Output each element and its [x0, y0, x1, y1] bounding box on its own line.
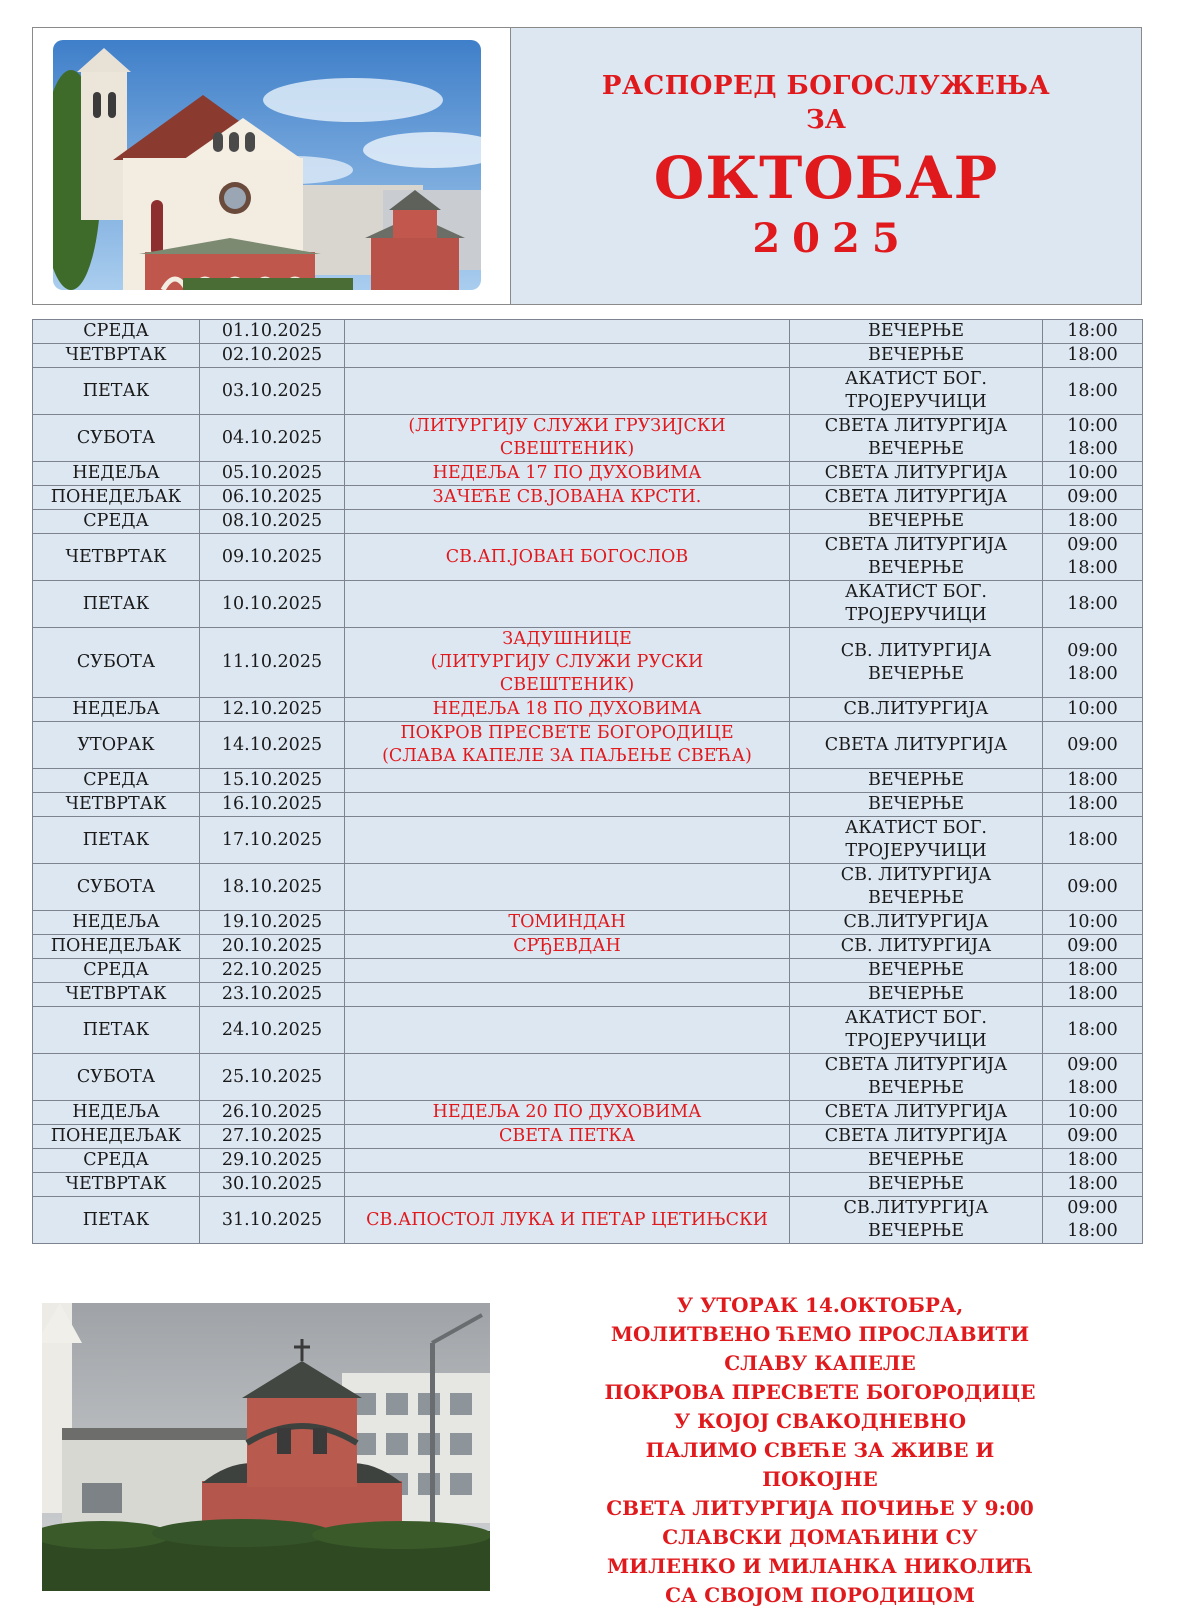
- day-cell: ЧЕТВРТАК: [33, 1173, 200, 1197]
- schedule-table: [32, 319, 1143, 1244]
- date-cell: 10.10.2025: [200, 581, 345, 628]
- feast-cell: [345, 817, 790, 864]
- time-cell: 09:00 18:00: [1043, 534, 1143, 581]
- service-cell: СВЕТА ЛИТУРГИЈА: [790, 722, 1043, 769]
- day-cell: НЕДЕЉА: [33, 698, 200, 722]
- feast-cell: ЗАДУШНИЦЕ (ЛИТУРГИЈУ СЛУЖИ РУСКИ СВЕШТЕНИК): [345, 628, 790, 698]
- date-cell: 02.10.2025: [200, 344, 345, 368]
- church-photo-icon: [53, 40, 481, 290]
- day-cell: ЧЕТВРТАК: [33, 534, 200, 581]
- service-cell: СВЕТА ЛИТУРГИЈА: [790, 1101, 1043, 1125]
- schedule-row: [33, 1054, 1143, 1101]
- date-cell: 26.10.2025: [200, 1101, 345, 1125]
- feast-cell: [345, 344, 790, 368]
- service-cell: СВ. ЛИТУРГИЈА ВЕЧЕРЊЕ: [790, 628, 1043, 698]
- schedule-row: [33, 1101, 1143, 1125]
- title-month: ОКТОБАР: [653, 144, 999, 212]
- schedule-row: [33, 1007, 1143, 1054]
- feast-cell: [345, 320, 790, 344]
- feast-cell: [345, 793, 790, 817]
- date-cell: 22.10.2025: [200, 959, 345, 983]
- service-cell: СВЕТА ЛИТУРГИЈА ВЕЧЕРЊЕ: [790, 1054, 1043, 1101]
- notice-line: СЛАВУ КАПЕЛЕ: [724, 1351, 916, 1375]
- service-cell: ВЕЧЕРЊЕ: [790, 1173, 1043, 1197]
- date-cell: 06.10.2025: [200, 486, 345, 510]
- date-cell: 11.10.2025: [200, 628, 345, 698]
- time-cell: 18:00: [1043, 1149, 1143, 1173]
- chapel-photo-icon: [42, 1303, 490, 1591]
- day-cell: ПЕТАК: [33, 1197, 200, 1244]
- feast-cell: ПОКРОВ ПРЕСВЕТЕ БОГОРОДИЦЕ (СЛАВА КАПЕЛЕ ЗА ПАЉЕЊЕ СВЕЋА): [345, 722, 790, 769]
- feast-cell: НЕДЕЉА 18 ПО ДУХОВИМА: [345, 698, 790, 722]
- date-cell: 17.10.2025: [200, 817, 345, 864]
- time-cell: 09:00: [1043, 722, 1143, 769]
- service-cell: ВЕЧЕРЊЕ: [790, 959, 1043, 983]
- notice-line: СА СВОЈОМ ПОРОДИЦОМ: [665, 1583, 975, 1607]
- time-cell: 18:00: [1043, 959, 1143, 983]
- date-cell: 25.10.2025: [200, 1054, 345, 1101]
- service-cell: ВЕЧЕРЊЕ: [790, 510, 1043, 534]
- schedule-row: [33, 415, 1143, 462]
- feast-cell: НЕДЕЉА 20 ПО ДУХОВИМА: [345, 1101, 790, 1125]
- schedule-row: [33, 817, 1143, 864]
- schedule-body: [33, 320, 1143, 1244]
- time-cell: 09:00 18:00: [1043, 1197, 1143, 1244]
- feast-cell: [345, 959, 790, 983]
- day-cell: НЕДЕЉА: [33, 911, 200, 935]
- schedule-row: [33, 722, 1143, 769]
- day-cell: НЕДЕЉА: [33, 1101, 200, 1125]
- date-cell: 14.10.2025: [200, 722, 345, 769]
- time-cell: 10:00: [1043, 462, 1143, 486]
- time-cell: 10:00: [1043, 1101, 1143, 1125]
- feast-cell: СВЕТА ПЕТКА: [345, 1125, 790, 1149]
- day-cell: ЧЕТВРТАК: [33, 793, 200, 817]
- service-cell: АКАТИСТ БОГ. ТРОЈЕРУЧИЦИ: [790, 368, 1043, 415]
- feast-cell: [345, 1173, 790, 1197]
- service-cell: ВЕЧЕРЊЕ: [790, 793, 1043, 817]
- time-cell: 10:00 18:00: [1043, 415, 1143, 462]
- time-cell: 18:00: [1043, 344, 1143, 368]
- time-cell: 09:00: [1043, 864, 1143, 911]
- schedule-row: [33, 769, 1143, 793]
- day-cell: ЧЕТВРТАК: [33, 344, 200, 368]
- time-cell: 18:00: [1043, 368, 1143, 415]
- feast-cell: СВ.АП.ЈОВАН БОГОСЛОВ: [345, 534, 790, 581]
- service-cell: АКАТИСТ БОГ. ТРОЈЕРУЧИЦИ: [790, 817, 1043, 864]
- notice-line: У УТОРАК 14.ОКТОБРА,: [676, 1293, 964, 1317]
- day-cell: УТОРАК: [33, 722, 200, 769]
- schedule-row: [33, 462, 1143, 486]
- day-cell: СУБОТА: [33, 864, 200, 911]
- schedule-row: [33, 534, 1143, 581]
- day-cell: ПЕТАК: [33, 1007, 200, 1054]
- day-cell: НЕДЕЉА: [33, 462, 200, 486]
- schedule-row: [33, 698, 1143, 722]
- date-cell: 19.10.2025: [200, 911, 345, 935]
- schedule-row: [33, 320, 1143, 344]
- date-cell: 01.10.2025: [200, 320, 345, 344]
- time-cell: 18:00: [1043, 983, 1143, 1007]
- feast-cell: НЕДЕЉА 17 ПО ДУХОВИМА: [345, 462, 790, 486]
- day-cell: ПЕТАК: [33, 817, 200, 864]
- feast-cell: [345, 983, 790, 1007]
- time-cell: 18:00: [1043, 581, 1143, 628]
- chapel-photo: [42, 1303, 490, 1591]
- day-cell: СУБОТА: [33, 628, 200, 698]
- schedule-row: [33, 510, 1143, 534]
- date-cell: 12.10.2025: [200, 698, 345, 722]
- header-photo-cell: [33, 28, 511, 304]
- feast-cell: ТОМИНДАН: [345, 911, 790, 935]
- service-cell: СВЕТА ЛИТУРГИЈА ВЕЧЕРЊЕ: [790, 415, 1043, 462]
- schedule-row: [33, 793, 1143, 817]
- time-cell: 09:00 18:00: [1043, 628, 1143, 698]
- date-cell: 03.10.2025: [200, 368, 345, 415]
- schedule-row: [33, 1149, 1143, 1173]
- time-cell: 10:00: [1043, 698, 1143, 722]
- feast-cell: [345, 1007, 790, 1054]
- day-cell: СРЕДА: [33, 510, 200, 534]
- service-cell: СВ.ЛИТУРГИЈА: [790, 698, 1043, 722]
- service-cell: СВЕТА ЛИТУРГИЈА ВЕЧЕРЊЕ: [790, 534, 1043, 581]
- feast-cell: [345, 581, 790, 628]
- notice-line: У КОЈОЈ СВАКОДНЕВНО: [674, 1409, 966, 1433]
- title-line1: РАСПОРЕД БОГОСЛУЖЕЊА: [601, 71, 1051, 101]
- day-cell: ПОНЕДЕЉАК: [33, 486, 200, 510]
- day-cell: СРЕДА: [33, 959, 200, 983]
- time-cell: 18:00: [1043, 793, 1143, 817]
- day-cell: СРЕДА: [33, 1149, 200, 1173]
- date-cell: 23.10.2025: [200, 983, 345, 1007]
- service-cell: АКАТИСТ БОГ. ТРОЈЕРУЧИЦИ: [790, 581, 1043, 628]
- day-cell: ЧЕТВРТАК: [33, 983, 200, 1007]
- notice-line: МИЛЕНКО И МИЛАНКА НИКОЛИЋ: [607, 1554, 1033, 1578]
- service-cell: СВ. ЛИТУРГИЈА ВЕЧЕРЊЕ: [790, 864, 1043, 911]
- slava-notice: [600, 1291, 1040, 1610]
- notice-line: ПОКРОВА ПРЕСВЕТЕ БОГОРОДИЦЕ: [604, 1380, 1036, 1404]
- day-cell: СУБОТА: [33, 415, 200, 462]
- time-cell: 09:00: [1043, 935, 1143, 959]
- feast-cell: [345, 368, 790, 415]
- notice-line: СЛАВСКИ ДОМАЋИНИ СУ: [662, 1525, 978, 1549]
- service-cell: ВЕЧЕРЊЕ: [790, 769, 1043, 793]
- day-cell: ПОНЕДЕЉАК: [33, 935, 200, 959]
- date-cell: 31.10.2025: [200, 1197, 345, 1244]
- service-cell: ВЕЧЕРЊЕ: [790, 320, 1043, 344]
- feast-cell: [345, 1054, 790, 1101]
- day-cell: ПОНЕДЕЉАК: [33, 1125, 200, 1149]
- time-cell: 18:00: [1043, 510, 1143, 534]
- feast-cell: [345, 769, 790, 793]
- service-cell: ВЕЧЕРЊЕ: [790, 1149, 1043, 1173]
- service-cell: СВ. ЛИТУРГИЈА: [790, 935, 1043, 959]
- time-cell: 09:00 18:00: [1043, 1054, 1143, 1101]
- time-cell: 18:00: [1043, 769, 1143, 793]
- date-cell: 09.10.2025: [200, 534, 345, 581]
- service-cell: СВ.ЛИТУРГИЈА ВЕЧЕРЊЕ: [790, 1197, 1043, 1244]
- service-cell: СВЕТА ЛИТУРГИЈА: [790, 486, 1043, 510]
- service-cell: АКАТИСТ БОГ. ТРОЈЕРУЧИЦИ: [790, 1007, 1043, 1054]
- schedule-row: [33, 935, 1143, 959]
- service-cell: СВЕТА ЛИТУРГИЈА: [790, 1125, 1043, 1149]
- date-cell: 30.10.2025: [200, 1173, 345, 1197]
- schedule-row: [33, 864, 1143, 911]
- feast-cell: [345, 864, 790, 911]
- church-photo: [53, 40, 481, 290]
- feast-cell: [345, 1149, 790, 1173]
- time-cell: 18:00: [1043, 817, 1143, 864]
- schedule-row: [33, 911, 1143, 935]
- title-line2: ЗА: [806, 105, 846, 135]
- date-cell: 08.10.2025: [200, 510, 345, 534]
- schedule-row: [33, 959, 1143, 983]
- notice-line: ПАЛИМО СВЕЋЕ ЗА ЖИВЕ И ПОКОЈНЕ: [645, 1438, 995, 1491]
- schedule-row: [33, 486, 1143, 510]
- day-cell: ПЕТАК: [33, 581, 200, 628]
- feast-cell: ЗАЧЕЋЕ СВ.ЈОВАНА КРСТИ.: [345, 486, 790, 510]
- date-cell: 16.10.2025: [200, 793, 345, 817]
- date-cell: 04.10.2025: [200, 415, 345, 462]
- schedule-row: [33, 628, 1143, 698]
- time-cell: 18:00: [1043, 320, 1143, 344]
- date-cell: 15.10.2025: [200, 769, 345, 793]
- feast-cell: СРЂЕВДАН: [345, 935, 790, 959]
- feast-cell: [345, 510, 790, 534]
- notice-line: СВЕТА ЛИТУРГИЈА ПОЧИЊЕ У 9:00: [606, 1496, 1034, 1520]
- schedule-row: [33, 1173, 1143, 1197]
- date-cell: 20.10.2025: [200, 935, 345, 959]
- date-cell: 24.10.2025: [200, 1007, 345, 1054]
- service-cell: СВ.ЛИТУРГИЈА: [790, 911, 1043, 935]
- date-cell: 18.10.2025: [200, 864, 345, 911]
- schedule-row: [33, 581, 1143, 628]
- date-cell: 29.10.2025: [200, 1149, 345, 1173]
- header-title: [511, 28, 1141, 304]
- time-cell: 18:00: [1043, 1007, 1143, 1054]
- schedule-row: [33, 983, 1143, 1007]
- service-cell: СВЕТА ЛИТУРГИЈА: [790, 462, 1043, 486]
- time-cell: 10:00: [1043, 911, 1143, 935]
- day-cell: СРЕДА: [33, 320, 200, 344]
- schedule-row: [33, 1197, 1143, 1244]
- date-cell: 05.10.2025: [200, 462, 345, 486]
- time-cell: 09:00: [1043, 1125, 1143, 1149]
- service-cell: ВЕЧЕРЊЕ: [790, 344, 1043, 368]
- notice-line: МОЛИТВЕНО ЋЕМО ПРОСЛАВИТИ: [610, 1322, 1030, 1346]
- schedule-row: [33, 1125, 1143, 1149]
- day-cell: СРЕДА: [33, 769, 200, 793]
- time-cell: 18:00: [1043, 1173, 1143, 1197]
- day-cell: СУБОТА: [33, 1054, 200, 1101]
- feast-cell: СВ.АПОСТОЛ ЛУКА И ПЕТАР ЦЕТИЊСКИ: [345, 1197, 790, 1244]
- schedule-row: [33, 368, 1143, 415]
- service-cell: ВЕЧЕРЊЕ: [790, 983, 1043, 1007]
- title-year: 2025: [752, 215, 912, 262]
- schedule-row: [33, 344, 1143, 368]
- date-cell: 27.10.2025: [200, 1125, 345, 1149]
- header: [32, 27, 1142, 305]
- time-cell: 09:00: [1043, 486, 1143, 510]
- day-cell: ПЕТАК: [33, 368, 200, 415]
- feast-cell: (ЛИТУРГИЈУ СЛУЖИ ГРУЗИЈСКИ СВЕШТЕНИК): [345, 415, 790, 462]
